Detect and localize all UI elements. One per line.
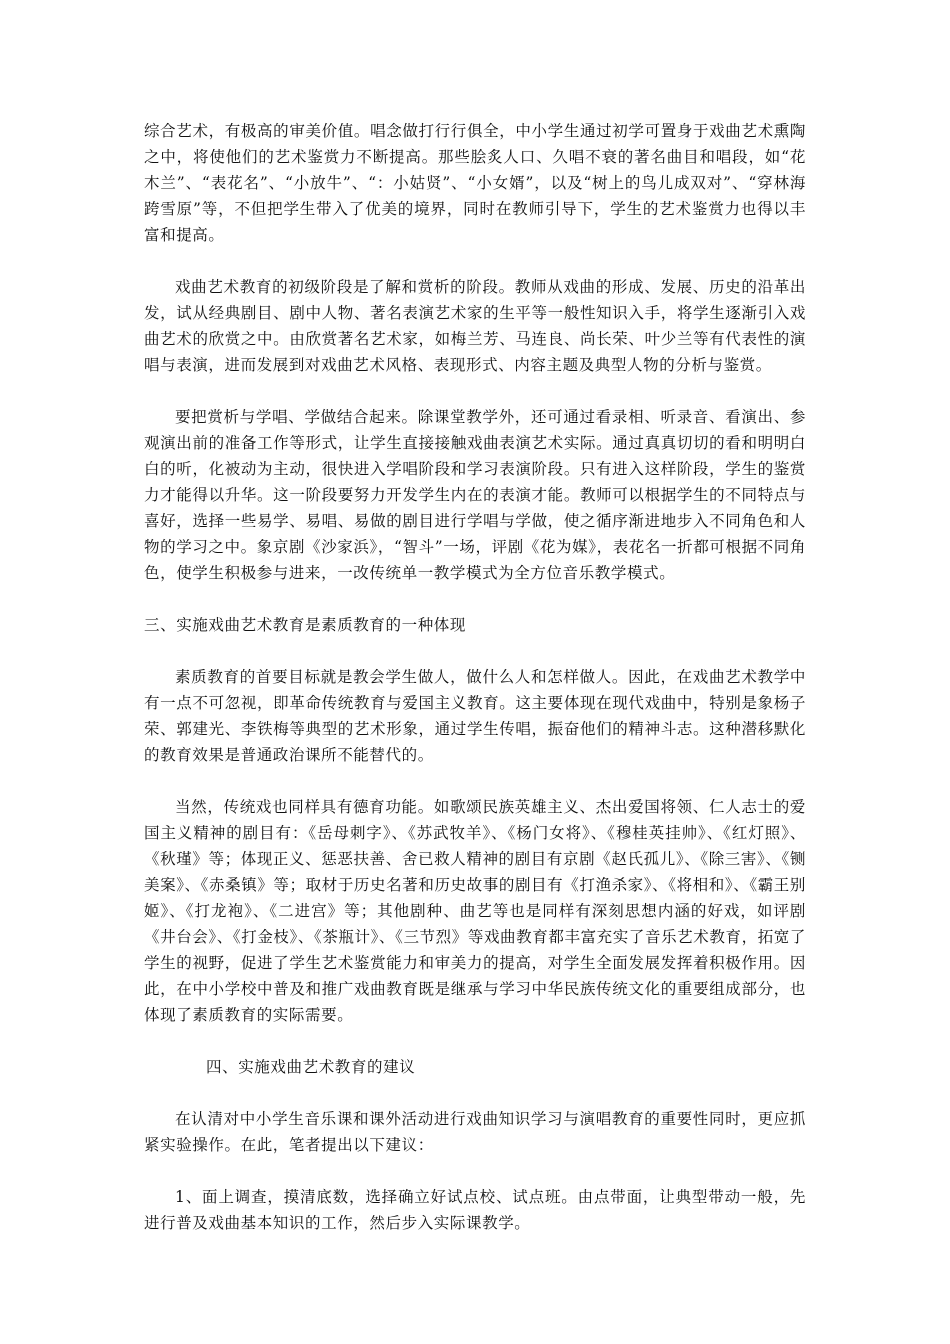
paragraph-quality-education: 素质教育的首要目标就是教会学生做人，做什么人和怎样做人。因此，在戏曲艺术教学中有一点不可忽视，即革命传统教育与爱国主义教育。这主要体现在现代戏曲中，特别是象杨子荣、郭建光、李铁梅等典型的艺术形象，通过学生传唱，振奋他们的精神斗志。这种潜移默化的教育效果是普通政治课所不能替代的。 bbox=[144, 668, 806, 764]
section-heading-three: 三、实施戏曲艺术教育是素质教育的一种体现 bbox=[144, 616, 467, 634]
paragraph-initial-stage: 戏曲艺术教育的初级阶段是了解和赏析的阶段。教师从戏曲的形成、发展、历史的沿革出发，试从经典剧目、剧中人物、著名表演艺术家的生平等一般性知识入手，将学生逐渐引入戏曲艺术的欣赏之中。由欣赏著名艺术家，如梅兰芳、马连良、尚长荣、叶少兰等有代表性的演唱与表演，进而发展到对戏曲艺术风格、表现形式、内容主题及典型人物的分析与鉴赏。 bbox=[144, 278, 806, 374]
paragraph-traditional-opera: 当然，传统戏也同样具有德育功能。如歌颂民族英雄主义、杰出爱国将领、仁人志士的爱国主义精神的剧目有：《岳母刺字》、《苏武牧羊》、《杨门女将》、《穆桂英挂帅》、《红灯照》、《秋瑾》等；体现正义、惩恶扶善、舍已救人精神的剧目有京剧《赵氏孤儿》、《除三害》、《铡美案》、《赤桑镇》等；取材于历史名著和历史故事的剧目有《打渔杀家》、《将相和》、《霸王别姬》、《打龙袍》、《二进宫》等；其他剧种、曲艺等也是同样有深刻思想内涵的好戏，如评剧《井台会》、《打金枝》、《茶瓶计》、《三节烈》等戏曲教育都丰富充实了音乐艺术教育，拓宽了学生的视野，促进了学生艺术鉴赏能力和审美力的提高，对学生全面发展发挥着积极作用。因此，在中小学校中普及和推广戏曲教育既是继承与学习中华民族传统文化的重要组成部分，也体现了素质教育的实际需要。 bbox=[144, 798, 806, 1024]
paragraph-suggestion-one: 1、面上调查，摸清底数，选择确立好试点校、试点班。由点带面，让典型带动一般，先进行普及戏曲基本知识的工作，然后步入实际课教学。 bbox=[144, 1188, 806, 1232]
document-body bbox=[144, 118, 806, 1262]
paragraph-suggestions-intro: 在认清对中小学生音乐课和课外活动进行戏曲知识学习与演唱教育的重要性同时，更应抓紧实验操作。在此，笔者提出以下建议： bbox=[144, 1110, 806, 1154]
section-heading-four: 四、实施戏曲艺术教育的建议 bbox=[206, 1058, 416, 1076]
paragraph-intro: 综合艺术，有极高的审美价值。唱念做打行行俱全，中小学生通过初学可置身于戏曲艺术熏陶之中，将使他们的艺术鉴赏力不断提高。那些脍炙人口、久唱不衰的著名曲目和唱段，如“花木兰”、“表花名”、“小放牛”、“：小姑贤”、“小女婿”，以及“树上的鸟儿成双对”、“穿林海跨雪原”等，不但把学生带入了优美的境界，同时在教师引导下，学生的艺术鉴赏力也得以丰富和提高。 bbox=[144, 122, 806, 244]
paragraph-learning-practice: 要把赏析与学唱、学做结合起来。除课堂教学外，还可通过看录相、听录音、看演出、参观演出前的准备工作等形式，让学生直接接触戏曲表演艺术实际。通过真真切切的看和明明白白的听，化被动为主动，很快进入学唱阶段和学习表演阶段。只有进入这样阶段，学生的鉴赏力才能得以升华。这一阶段要努力开发学生内在的表演才能。教师可以根据学生的不同特点与喜好，选择一些易学、易唱、易做的剧目进行学唱与学做，使之循序渐进地步入不同角色和人物的学习之中。象京剧《沙家浜》，“智斗”一场，评剧《花为媒》，表花名一折都可根据不同角色，使学生积极参与进来，一改传统单一教学模式为全方位音乐教学模式。 bbox=[144, 408, 806, 582]
